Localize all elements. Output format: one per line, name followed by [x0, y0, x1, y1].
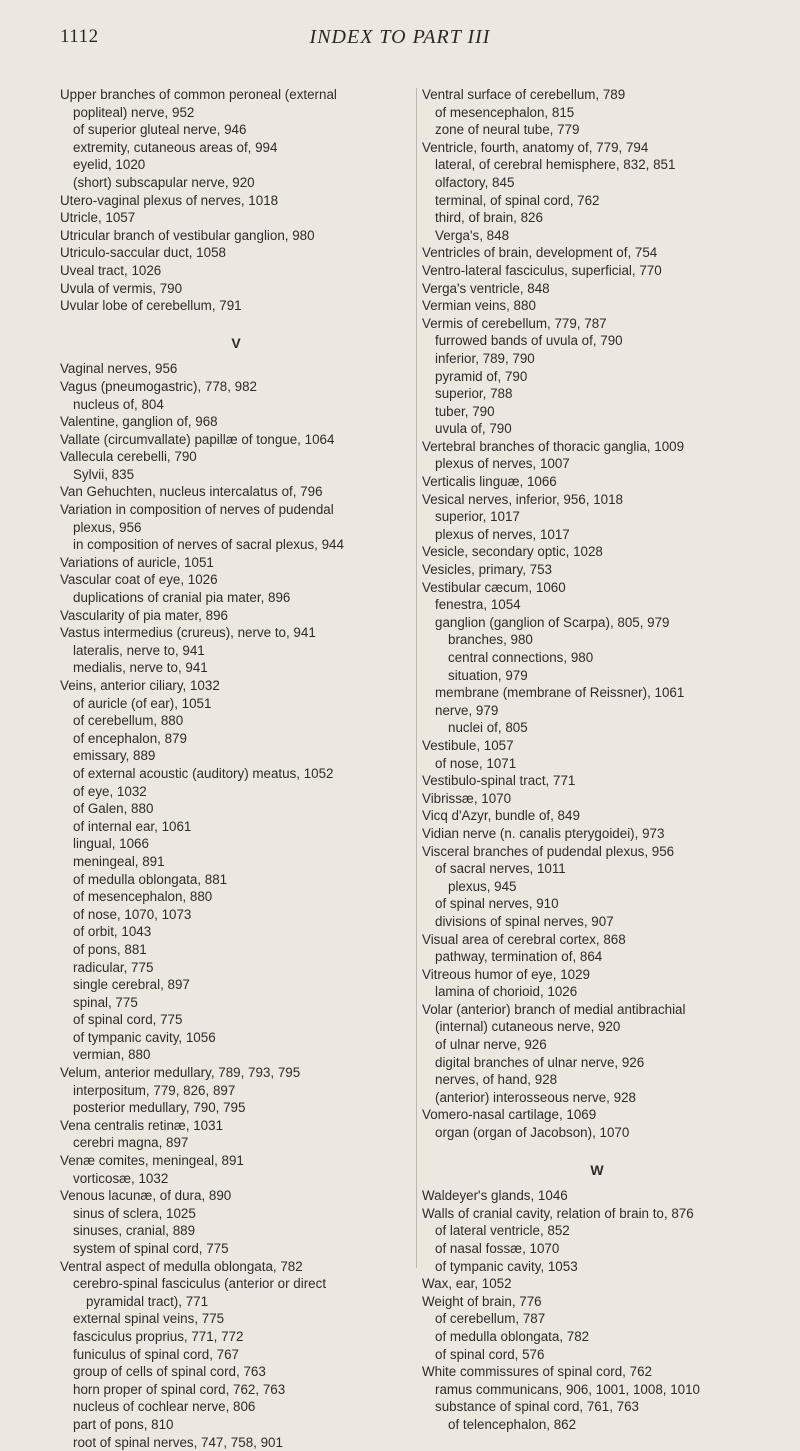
index-subentry: branches, 980 [448, 632, 533, 648]
index-subentry: ganglion (ganglion of Scarpa), 805, 979 [435, 614, 670, 630]
index-subentry: radicular, 775 [73, 959, 154, 975]
index-subentry: of external acoustic (auditory) meatus, 1052 [73, 765, 334, 781]
index-entry: Visceral branches of pudendal plexus, 956 [422, 843, 675, 859]
index-subentry: of pons, 881 [73, 941, 147, 957]
index-entry: Weight of brain, 776 [422, 1293, 542, 1309]
index-subentry: posterior medullary, 790, 795 [73, 1100, 246, 1116]
index-subentry: plexus of nerves, 1007 [435, 456, 570, 472]
index-subentry: interpositum, 779, 826, 897 [73, 1082, 236, 1098]
index-entry: Vestibulo-spinal tract, 771 [422, 773, 576, 789]
index-subentry: of sacral nerves, 1011 [435, 861, 566, 877]
index-subentry: pyramid of, 790 [435, 368, 528, 384]
index-subentry: nucleus of, 804 [73, 396, 164, 412]
index-subentry: zone of neural tube, 779 [435, 122, 580, 138]
index-subentry: digital branches of ulnar nerve, 926 [435, 1054, 645, 1070]
index-entry: Vesicles, primary, 753 [422, 562, 552, 578]
index-subentry: nuclei of, 805 [448, 720, 528, 736]
index-subentry: sinuses, cranial, 889 [73, 1223, 196, 1239]
index-subentry: ramus communicans, 906, 1001, 1008, 1010 [435, 1381, 701, 1397]
index-column-left [60, 86, 412, 1451]
index-subentry: plexus, 956 [73, 519, 142, 535]
index-subentry: of nose, 1070, 1073 [73, 906, 192, 922]
index-subentry: of ulnar nerve, 926 [435, 1037, 547, 1053]
index-column-right [422, 86, 772, 1434]
index-entry: Utricle, 1057 [60, 210, 136, 226]
index-subentry: (short) subscapular nerve, 920 [73, 174, 255, 190]
index-entry: Vestibular cæcum, 1060 [422, 579, 566, 595]
index-entry: Utriculo-saccular duct, 1058 [60, 245, 226, 261]
index-entry: Vitreous humor of eye, 1029 [422, 966, 590, 982]
index-entry: Ventral aspect of medulla oblongata, 782 [60, 1258, 303, 1274]
index-subentry: uvula of, 790 [435, 421, 512, 437]
index-subentry: lamina of chorioid, 1026 [435, 984, 578, 1000]
index-entry: Venæ comites, meningeal, 891 [60, 1153, 244, 1169]
index-subentry: part of pons, 810 [73, 1416, 174, 1432]
index-entry: Uveal tract, 1026 [60, 262, 162, 278]
index-entry: Vermian veins, 880 [422, 298, 536, 314]
index-entry: Velum, anterior medullary, 789, 793, 795 [60, 1065, 301, 1081]
index-subentry: cerebro-spinal fasciculus (anterior or direct [73, 1276, 327, 1292]
index-entry: Utero-vaginal plexus of nerves, 1018 [60, 192, 279, 208]
index-subentry: central connections, 980 [448, 650, 594, 665]
index-subentry: of medulla oblongata, 782 [435, 1328, 590, 1344]
index-entry: Waldeyer's glands, 1046 [422, 1188, 568, 1204]
index-subentry: of encephalon, 879 [73, 730, 187, 746]
index-subentry: lingual, 1066 [73, 836, 149, 852]
index-subentry: eyelid, 1020 [73, 157, 146, 173]
index-subentry: system of spinal cord, 775 [73, 1241, 229, 1256]
index-subentry: duplications of cranial pia mater, 896 [73, 590, 291, 606]
index-subentry: of telencephalon, 862 [448, 1416, 577, 1432]
index-subentry: (anterior) interosseous nerve, 928 [435, 1089, 636, 1105]
index-subentry: single cerebral, 897 [73, 977, 190, 993]
index-entry: Vascular coat of eye, 1026 [60, 572, 218, 588]
index-subentry: extremity, cutaneous areas of, 994 [73, 139, 278, 155]
index-subentry: lateralis, nerve to, 941 [73, 642, 205, 658]
index-subentry: of tympanic cavity, 1053 [435, 1258, 578, 1274]
index-entry: Vagus (pneumogastric), 778, 982 [60, 378, 258, 394]
index-entry: Ventricle, fourth, anatomy of, 779, 794 [422, 139, 649, 155]
index-subentry: of eye, 1032 [73, 783, 147, 799]
index-entry: Vesical nerves, inferior, 956, 1018 [422, 491, 623, 507]
index-subentry: of orbit, 1043 [73, 924, 152, 940]
index-subentry: sinus of sclera, 1025 [73, 1205, 196, 1221]
index-subentry: of Galen, 880 [73, 801, 154, 817]
index-entry: Uvula of vermis, 790 [60, 280, 183, 296]
index-subentry: spinal, 775 [73, 994, 138, 1010]
page-header [0, 22, 800, 56]
index-subentry: of tympanic cavity, 1056 [73, 1029, 216, 1045]
index-subentry: olfactory, 845 [435, 174, 515, 190]
index-entry: Vicq d'Azyr, bundle of, 849 [422, 808, 580, 824]
index-subentry: of cerebellum, 880 [73, 713, 184, 729]
index-subentry: horn proper of spinal cord, 762, 763 [73, 1381, 286, 1397]
index-entry: Venous lacunæ, of dura, 890 [60, 1188, 232, 1204]
index-subentry: inferior, 789, 790 [435, 350, 535, 366]
index-entry: White commissures of spinal cord, 762 [422, 1364, 652, 1380]
index-entry: Vermis of cerebellum, 779, 787 [422, 315, 607, 331]
section-letter: W [590, 1161, 604, 1178]
index-entry: Vascularity of pia mater, 896 [60, 607, 228, 623]
index-entry: Ventricles of brain, development of, 754 [422, 245, 658, 261]
index-subentry: plexus of nerves, 1017 [435, 526, 570, 542]
index-subentry: membrane (membrane of Reissner), 1061 [435, 685, 685, 701]
index-subentry: divisions of spinal nerves, 907 [435, 913, 614, 929]
index-subentry: fenestra, 1054 [435, 597, 521, 613]
index-entry: Vestibule, 1057 [422, 737, 514, 753]
index-entry: Variations of auricle, 1051 [60, 554, 214, 570]
index-subentry: meningeal, 891 [73, 853, 165, 869]
index-subentry: nerves, of hand, 928 [435, 1072, 558, 1088]
index-subentry: of mesencephalon, 815 [435, 104, 575, 120]
index-entry: Visual area of cerebral cortex, 868 [422, 931, 626, 947]
index-subentry: of medulla oblongata, 881 [73, 871, 228, 887]
index-subentry: superior, 1017 [435, 509, 520, 525]
index-subentry: situation, 979 [448, 667, 528, 683]
index-subentry: superior, 788 [435, 386, 513, 402]
index-subentry: cerebri magna, 897 [73, 1135, 189, 1151]
index-subentry: nerve, 979 [435, 702, 499, 718]
index-subentry: Verga's, 848 [435, 227, 510, 243]
index-subentry: of spinal cord, 775 [73, 1012, 183, 1028]
index-subentry: root of spinal nerves, 747, 758, 901 [73, 1434, 283, 1450]
index-subentry: of spinal cord, 576 [435, 1346, 545, 1362]
index-subentry: group of cells of spinal cord, 763 [73, 1364, 266, 1380]
index-entry: Vena centralis retinæ, 1031 [60, 1117, 224, 1133]
index-subentry: plexus, 945 [448, 878, 517, 894]
index-subentry: vermian, 880 [73, 1047, 151, 1063]
index-subentry: external spinal veins, 775 [73, 1311, 225, 1327]
index-entry: Variation in composition of nerves of pudendal [60, 502, 334, 518]
index-entry: Upper branches of common peroneal (external [60, 87, 337, 102]
index-entry: Wax, ear, 1052 [422, 1276, 512, 1292]
index-subentry: substance of spinal cord, 761, 763 [435, 1399, 639, 1415]
index-subentry: in composition of nerves of sacral plexus, 944 [73, 537, 344, 553]
index-entry: Van Gehuchten, nucleus intercalatus of, 796 [60, 484, 323, 500]
index-subentry: pyramidal tract), 771 [86, 1293, 209, 1309]
index-subentry: nucleus of cochlear nerve, 806 [73, 1399, 256, 1415]
index-entry: Utricular branch of vestibular ganglion, 980 [60, 227, 315, 243]
page-number: 1112 [60, 26, 99, 47]
column-divider [416, 88, 417, 1268]
index-entry: Vallate (circumvallate) papillæ of tongue, 1064 [60, 431, 335, 447]
index-subentry: of nose, 1071 [435, 755, 517, 771]
index-subentry: furrowed bands of uvula of, 790 [435, 333, 623, 349]
index-subentry: of mesencephalon, 880 [73, 889, 213, 905]
index-entry: Vertebral branches of thoracic ganglia, 1009 [422, 438, 685, 454]
index-subentry: emissary, 889 [73, 748, 156, 764]
section-letter: V [231, 334, 241, 351]
index-entry: Vastus intermedius (crureus), nerve to, 941 [60, 625, 316, 641]
index-subentry: pathway, termination of, 864 [435, 949, 603, 965]
index-entry: Vomero-nasal cartilage, 1069 [422, 1107, 597, 1123]
index-subentry: terminal, of spinal cord, 762 [435, 192, 600, 208]
index-entry: Ventro-lateral fasciculus, superficial, 770 [422, 262, 662, 278]
index-entry: Vaginal nerves, 956 [60, 361, 178, 377]
index-subentry: popliteal) nerve, 952 [73, 104, 195, 120]
index-entry: Verga's ventricle, 848 [422, 280, 550, 296]
index-entry: Volar (anterior) branch of medial antibrachial [422, 1001, 686, 1017]
index-subentry: Sylvii, 835 [73, 466, 135, 482]
index-subentry: of auricle (of ear), 1051 [73, 695, 212, 711]
index-entry: Vesicle, secondary optic, 1028 [422, 544, 603, 560]
index-subentry: organ (organ of Jacobson), 1070 [435, 1125, 630, 1141]
index-entry: Vidian nerve (n. canalis pterygoidei), 973 [422, 825, 665, 841]
index-entry: Ventral surface of cerebellum, 789 [422, 87, 626, 102]
index-entry: Valentine, ganglion of, 968 [60, 414, 218, 430]
running-title: INDEX TO PART III [309, 26, 491, 48]
index-entry: Walls of cranial cavity, relation of brain to, 876 [422, 1205, 694, 1221]
index-subentry: of spinal nerves, 910 [435, 896, 559, 912]
index-subentry: of superior gluteal nerve, 946 [73, 122, 247, 138]
index-subentry: medialis, nerve to, 941 [73, 660, 208, 676]
index-subentry: (internal) cutaneous nerve, 920 [435, 1019, 621, 1035]
index-entry: Veins, anterior ciliary, 1032 [60, 678, 220, 693]
index-subentry: third, of brain, 826 [435, 210, 543, 226]
index-entry: Vallecula cerebelli, 790 [60, 449, 197, 465]
index-subentry: funiculus of spinal cord, 767 [73, 1346, 239, 1362]
index-subentry: fasciculus proprius, 771, 772 [73, 1328, 244, 1344]
index-entry: Vibrissæ, 1070 [422, 790, 512, 806]
index-subentry: vorticosæ, 1032 [73, 1170, 169, 1186]
index-subentry: of cerebellum, 787 [435, 1311, 546, 1327]
index-subentry: of internal ear, 1061 [73, 818, 192, 834]
index-subentry: lateral, of cerebral hemisphere, 832, 851 [435, 157, 676, 173]
index-entry: Uvular lobe of cerebellum, 791 [60, 298, 242, 314]
index-subentry: tuber, 790 [435, 403, 495, 419]
index-subentry: of nasal fossæ, 1070 [435, 1241, 560, 1256]
index-subentry: of lateral ventricle, 852 [435, 1223, 570, 1239]
index-entry: Verticalis linguæ, 1066 [422, 474, 557, 490]
